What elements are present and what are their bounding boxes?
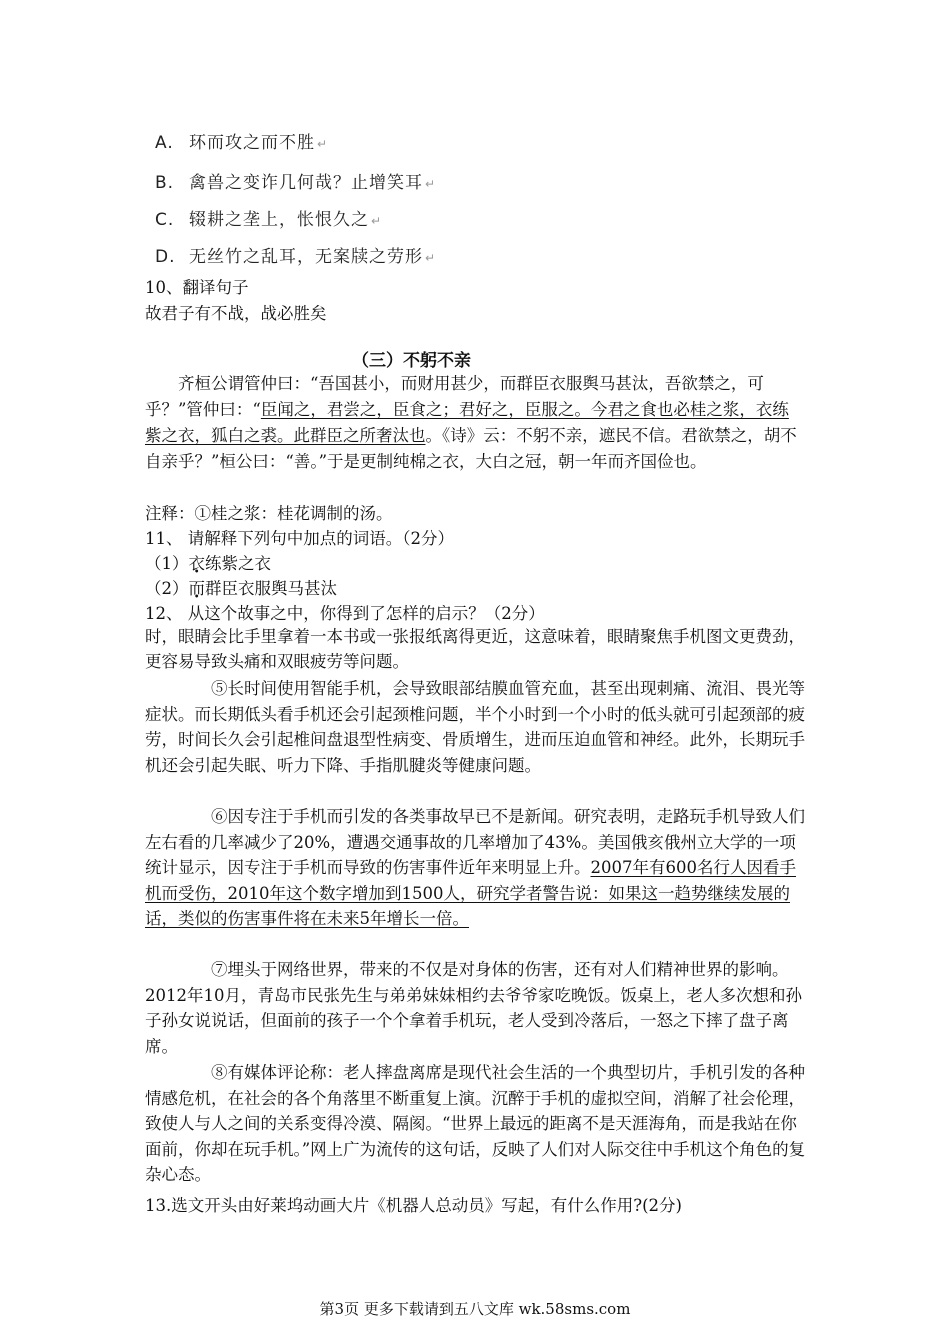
option-text: 无丝竹之乱耳，无案牍之劳形: [189, 247, 423, 267]
item-prefix: （2）: [145, 579, 189, 598]
item-rest: 练紫之衣: [205, 554, 271, 573]
page-footer: 第3页 更多下载请到五八文库 wk.58sms.com: [319, 1300, 631, 1318]
question-10-sentence: 故君子有不战，战必胜矣: [145, 304, 327, 323]
passage-text: 齐桓公谓管仲曰：“吾国甚小，而财用甚少，而群臣衣服舆马甚汰，吾欲禁之，可乎？”管仲曰：“: [145, 374, 764, 419]
option-text: 环而攻之而不胜: [189, 133, 315, 153]
option-b: [155, 168, 436, 193]
annotation-note: 注释：①桂之浆：桂花调制的汤。: [145, 504, 393, 523]
article-paragraph-continued: 时，眼睛会比手里拿着一本书或一张报纸离得更近，这意味着，眼睛聚焦手机图文更费劲，更容易导致头痛和双眼疲劳等问题。: [145, 627, 805, 671]
paragraph-mark-icon: ↵: [425, 251, 437, 265]
underlined-passage: 臣闻之，君尝之，臣食之；君好之，臣服之。今君之食也必桂之浆，衣练紫之衣，狐白之裘。此群臣之所奢汰也: [145, 400, 789, 445]
article-paragraph-7: ⑦埋头于网络世界，带来的不仅是对身体的伤害，还有对人们精神世界的影响。2012年10月，青岛市民张先生与弟弟妹妹相约去爷爷家吃晚饭。饭桌上，老人多次想和孙子孙女说说话，但面前的孩子一个个拿着手机玩，老人受到冷落后，一怒之下摔了盘子离席。: [145, 960, 802, 1056]
option-letter: A.: [155, 133, 174, 153]
question-13: 13.选文开头由好莱坞动画大片《机器人总动员》写起，有什么作用?(2分): [145, 1196, 682, 1215]
option-text: 辍耕之垄上，怅恨久之: [189, 210, 369, 230]
option-c: [155, 205, 382, 230]
article-paragraph-8: ⑧有媒体评论称：老人摔盘离席是现代社会生活的一个典型切片，手机引发的各种情感危机，在社会的各个角落里不断重复上演。沉醉于手机的虚拟空间，消解了社会伦理，致使人与人之间的关系变得冷漠、隔阂。“世界上最远的距离不是天涯海角，而是我站在你面前，你却在玩手机。”网上广为流传的这句话，反映了人们对人际交往中手机这个角色的复杂心态。: [145, 1063, 806, 1184]
paragraph-mark-icon: ↵: [317, 137, 329, 151]
article-paragraph-6: [145, 804, 810, 932]
option-letter: C.: [155, 210, 175, 230]
dotted-word: 衣: [188, 554, 205, 573]
item-prefix: （1）: [145, 554, 189, 573]
dotted-word: 而: [188, 579, 205, 598]
passage-text: 。《诗》云：不躬不亲，遮民不信。君欲禁之，胡不自亲乎？”桓公曰：“善。”于是更制纯棉之衣，大白之冠，朝一年而齐国俭也。: [145, 426, 797, 471]
option-a: [155, 128, 328, 153]
question-12: 12、 从这个故事之中，你得到了怎样的启示？（2分）: [145, 604, 545, 623]
option-text: 禽兽之变诈几何哉？止增笑耳: [189, 173, 423, 193]
item-rest: 群臣衣服舆马甚汰: [205, 579, 337, 598]
section-title: （三）不躬不亲: [352, 351, 471, 371]
paragraph-mark-icon: ↵: [425, 177, 437, 191]
question-10-label: 10、翻译句子: [145, 278, 249, 297]
question-11: 11、 请解释下列句中加点的词语。（2分）: [145, 529, 454, 548]
option-letter: D.: [155, 247, 176, 267]
question-11-item-2: [145, 575, 337, 599]
paragraph-mark-icon: ↵: [371, 214, 383, 228]
option-d: [155, 242, 436, 267]
passage-paragraph: [145, 371, 805, 475]
option-letter: B.: [155, 173, 175, 193]
underlined-sentence: 2007年有600名行人因看手机而受伤，2010年这个数字增加到1500人，研究学者警告说：如果这一趋势继续发展的话，类似的伤害事件将在未来5年增长一倍。: [145, 858, 796, 928]
question-11-item-1: [145, 550, 271, 574]
paragraph-text: ⑥因专注于手机而引发的各类事故早已不是新闻。研究表明，走路玩手机导致人们左右看的几率减少了20%，遭遇交通事故的几率增加了43%。美国俄亥俄州立大学的一项统计显示，因专注于手机而导致的伤害事件近年来明显上升。: [145, 807, 805, 877]
article-paragraph-5: ⑤长时间使用智能手机，会导致眼部结膜血管充血，甚至出现刺痛、流泪、畏光等症状。而长期低头看手机还会引起颈椎问题，半个小时到一个小时的低头就可引起颈部的疲劳，时间长久会引起椎间盘退型性病变、骨质增生，进而压迫血管和神经。此外，长期玩手机还会引起失眠、听力下降、手指肌腱炎等健康问题。: [145, 679, 805, 775]
